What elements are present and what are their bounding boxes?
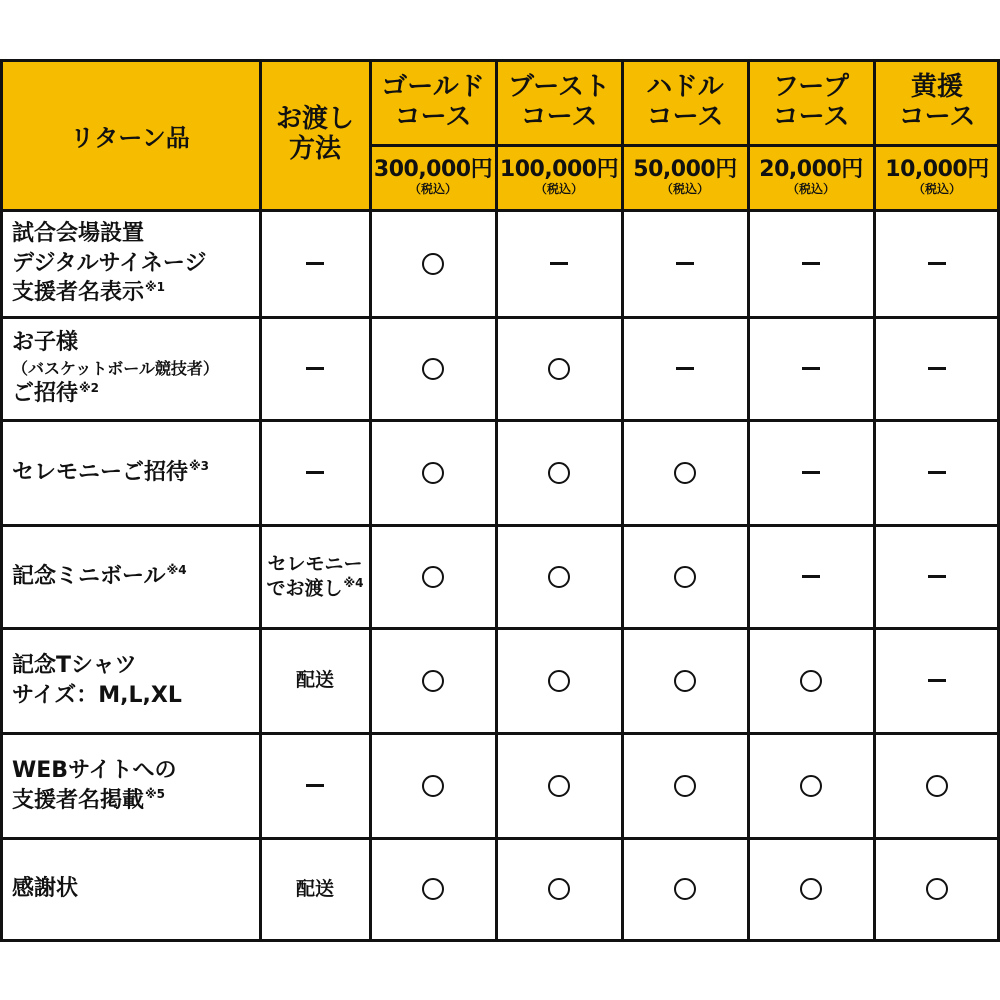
header-return-item-label: リターン品 [70, 123, 190, 152]
course-availability-cell [496, 420, 622, 525]
return-item-line-note: ※2 [79, 380, 100, 395]
delivery-method-line-text: 配送 [295, 877, 334, 900]
course-price-tax-note: （税込） [786, 182, 835, 197]
return-item-line-text: ご招待 [12, 381, 79, 407]
availability-circle-mark [422, 253, 444, 275]
return-item-line-note: ※1 [145, 280, 166, 295]
course-price-header [874, 145, 1000, 210]
course-price-amount: 50,000円 [633, 157, 737, 183]
availability-circle-mark [674, 878, 696, 900]
delivery-method-label [296, 668, 334, 693]
return-item-line-note: ※4 [166, 563, 187, 578]
delivery-method-dash-mark [306, 784, 324, 787]
course-name-header [874, 60, 1000, 145]
course-name-line: ゴールド [381, 72, 485, 103]
delivery-method-cell [260, 210, 370, 317]
course-availability-cell [748, 525, 874, 628]
course-availability-cell [874, 733, 1000, 838]
course-price-amount: 300,000円 [373, 157, 493, 183]
course-name-line: ハドル [646, 72, 724, 103]
course-name-label [381, 73, 484, 131]
course-availability-cell [370, 525, 496, 628]
grid-line [369, 60, 372, 941]
delivery-method-cell [260, 420, 370, 525]
return-item-line [12, 249, 206, 279]
grid-line [0, 60, 3, 941]
grid-line [495, 60, 498, 941]
return-item-label [12, 756, 177, 815]
grid-line [0, 316, 1000, 319]
course-availability-cell [748, 317, 874, 420]
course-name-line: ブースト [508, 72, 610, 103]
return-item-line-text: WEBサイトへの [12, 757, 177, 783]
availability-circle-mark [422, 566, 444, 588]
course-availability-cell [874, 838, 1000, 940]
availability-circle-mark [548, 878, 570, 900]
course-price-amount: 100,000円 [499, 157, 619, 183]
availability-dash-mark [550, 262, 568, 265]
course-price-tax-note: （税込） [660, 182, 709, 197]
availability-circle-mark [422, 775, 444, 797]
return-item-line [12, 328, 219, 358]
return-item-line-text: 記念ミニボール [12, 563, 166, 589]
availability-circle-mark [674, 670, 696, 692]
delivery-method-line-text: 配送 [295, 669, 334, 692]
course-price [885, 158, 988, 197]
availability-dash-mark [802, 575, 820, 578]
return-item-label [12, 651, 182, 710]
course-availability-cell [622, 317, 748, 420]
course-availability-cell [748, 210, 874, 317]
return-item-line-text: 感謝状 [12, 876, 79, 902]
grid-line [0, 524, 1000, 527]
return-item-line-text: 支援者名表示 [12, 280, 145, 306]
course-availability-cell [496, 628, 622, 733]
return-item-line [12, 458, 209, 488]
availability-dash-mark [802, 367, 820, 370]
course-price [500, 158, 618, 197]
course-name-line: コース [520, 101, 598, 132]
availability-dash-mark [802, 471, 820, 474]
return-item-label [12, 458, 209, 488]
course-availability-cell [622, 628, 748, 733]
course-availability-cell [622, 210, 748, 317]
availability-circle-mark [926, 878, 948, 900]
return-item-cell [0, 210, 260, 317]
course-availability-cell [874, 525, 1000, 628]
availability-circle-mark [422, 462, 444, 484]
grid-line [0, 939, 1000, 942]
availability-dash-mark [676, 367, 694, 370]
delivery-method-cell [260, 733, 370, 838]
availability-circle-mark [674, 566, 696, 588]
return-item-label [12, 328, 219, 409]
return-item-line-text: （バスケットボール競技者） [12, 358, 219, 378]
grid-line [370, 144, 1000, 147]
delivery-method-line-note: ※4 [343, 576, 364, 591]
return-item-cell [0, 420, 260, 525]
course-price-amount: 10,000円 [885, 157, 989, 183]
delivery-method-dash-mark [306, 471, 324, 474]
return-item-cell [0, 733, 260, 838]
return-item-line [12, 358, 219, 380]
course-name-line: コース [898, 101, 976, 132]
course-availability-cell [874, 628, 1000, 733]
delivery-method-line [266, 552, 363, 577]
delivery-method-line-text: でお渡し [266, 577, 343, 600]
header-delivery-method [260, 60, 370, 210]
grid-line [259, 60, 262, 941]
course-availability-cell [874, 210, 1000, 317]
course-availability-cell [748, 420, 874, 525]
course-name-label [508, 73, 610, 131]
grid-line [0, 837, 1000, 840]
delivery-method-label [266, 552, 363, 602]
course-name-header [370, 60, 496, 145]
delivery-method-cell [260, 628, 370, 733]
course-name-line: コース [646, 101, 724, 132]
course-name-line: フープ [773, 72, 849, 103]
availability-dash-mark [676, 262, 694, 265]
availability-circle-mark [926, 775, 948, 797]
course-availability-cell [622, 525, 748, 628]
delivery-method-line-text: セレモニー [267, 552, 363, 575]
return-item-label [12, 562, 187, 592]
header-delivery-method-line: お渡し [275, 104, 354, 135]
availability-circle-mark [800, 670, 822, 692]
course-availability-cell [370, 210, 496, 317]
course-price-tax-note: （税込） [408, 182, 457, 197]
grid-line [0, 209, 1000, 212]
delivery-method-dash-mark [306, 262, 324, 265]
course-availability-cell [496, 838, 622, 940]
course-name-label [646, 73, 723, 131]
delivery-method-cell [260, 838, 370, 940]
availability-dash-mark [928, 262, 946, 265]
availability-dash-mark [928, 471, 946, 474]
grid-line [0, 732, 1000, 735]
availability-circle-mark [800, 878, 822, 900]
return-item-line [12, 786, 177, 816]
course-name-header [622, 60, 748, 145]
availability-circle-mark [422, 878, 444, 900]
course-price-header [496, 145, 622, 210]
availability-circle-mark [674, 462, 696, 484]
header-delivery-method-line: 方法 [288, 134, 341, 164]
course-price-amount: 20,000円 [759, 157, 863, 183]
course-name-line: コース [772, 101, 850, 132]
return-item-line-text: サイズ：M,L,XL [12, 682, 182, 708]
course-price-header [370, 145, 496, 210]
course-availability-cell [622, 838, 748, 940]
return-item-line-text: デジタルサイネージ [12, 250, 207, 276]
course-name-line: コース [394, 101, 472, 132]
grid-line [873, 60, 876, 941]
course-price-tax-note: （税込） [912, 182, 961, 197]
availability-dash-mark [928, 575, 946, 578]
course-availability-cell [874, 317, 1000, 420]
course-price [374, 158, 492, 197]
availability-circle-mark [422, 358, 444, 380]
course-availability-cell [496, 733, 622, 838]
grid-line [0, 627, 1000, 630]
return-item-line-text: 試合会場設置 [12, 220, 145, 246]
availability-circle-mark [548, 566, 570, 588]
return-item-line [12, 874, 78, 904]
header-delivery-method-label [276, 105, 354, 165]
course-availability-cell [370, 628, 496, 733]
course-availability-cell [370, 317, 496, 420]
return-item-line [12, 756, 177, 786]
course-availability-cell [874, 420, 1000, 525]
availability-circle-mark [548, 358, 570, 380]
return-item-line [12, 681, 182, 711]
return-item-line-text: 記念Tシャツ [12, 652, 137, 678]
grid-line [747, 60, 750, 941]
availability-dash-mark [802, 262, 820, 265]
course-availability-cell [496, 210, 622, 317]
course-availability-cell [370, 733, 496, 838]
return-item-cell [0, 838, 260, 940]
return-item-cell [0, 317, 260, 420]
course-availability-cell [370, 420, 496, 525]
return-item-line-text: セレモニーご招待 [12, 459, 189, 485]
grid-line [0, 59, 1000, 62]
course-name-header [496, 60, 622, 145]
return-item-line-text: 支援者名掲載 [12, 787, 145, 813]
return-item-cell [0, 628, 260, 733]
course-price-header [622, 145, 748, 210]
return-item-line [12, 562, 187, 592]
course-price [633, 158, 736, 197]
course-availability-cell [748, 733, 874, 838]
course-availability-cell [748, 628, 874, 733]
return-item-line [12, 278, 206, 308]
delivery-method-cell [260, 317, 370, 420]
course-availability-cell [748, 838, 874, 940]
course-price-header [748, 145, 874, 210]
availability-circle-mark [674, 775, 696, 797]
course-name-label [773, 73, 850, 131]
availability-dash-mark [928, 679, 946, 682]
return-item-line [12, 651, 182, 681]
return-item-line [12, 379, 219, 409]
course-availability-cell [496, 317, 622, 420]
availability-circle-mark [548, 462, 570, 484]
availability-circle-mark [548, 670, 570, 692]
return-item-cell [0, 525, 260, 628]
delivery-method-dash-mark [306, 367, 324, 370]
course-availability-cell [496, 525, 622, 628]
return-item-line-text: お子様 [12, 330, 79, 356]
delivery-method-line [296, 668, 334, 693]
return-item-line [12, 219, 206, 249]
course-name-line: 黄援 [910, 72, 963, 103]
return-item-line-note: ※3 [189, 459, 210, 474]
availability-circle-mark [422, 670, 444, 692]
return-item-label [12, 219, 206, 308]
header-return-item [0, 60, 260, 210]
course-name-label [899, 73, 976, 131]
course-name-header [748, 60, 874, 145]
course-price-tax-note: （税込） [534, 182, 583, 197]
availability-dash-mark [928, 367, 946, 370]
return-item-label [12, 874, 78, 904]
availability-circle-mark [800, 775, 822, 797]
grid-line [621, 60, 624, 941]
delivery-method-label [296, 877, 334, 902]
delivery-method-cell [260, 525, 370, 628]
course-availability-cell [370, 838, 496, 940]
delivery-method-line [296, 877, 334, 902]
delivery-method-line [266, 576, 363, 601]
availability-circle-mark [548, 775, 570, 797]
grid-line [0, 419, 1000, 422]
return-item-line-note: ※5 [145, 787, 166, 802]
course-availability-cell [622, 420, 748, 525]
course-price [759, 158, 862, 197]
course-availability-cell [622, 733, 748, 838]
